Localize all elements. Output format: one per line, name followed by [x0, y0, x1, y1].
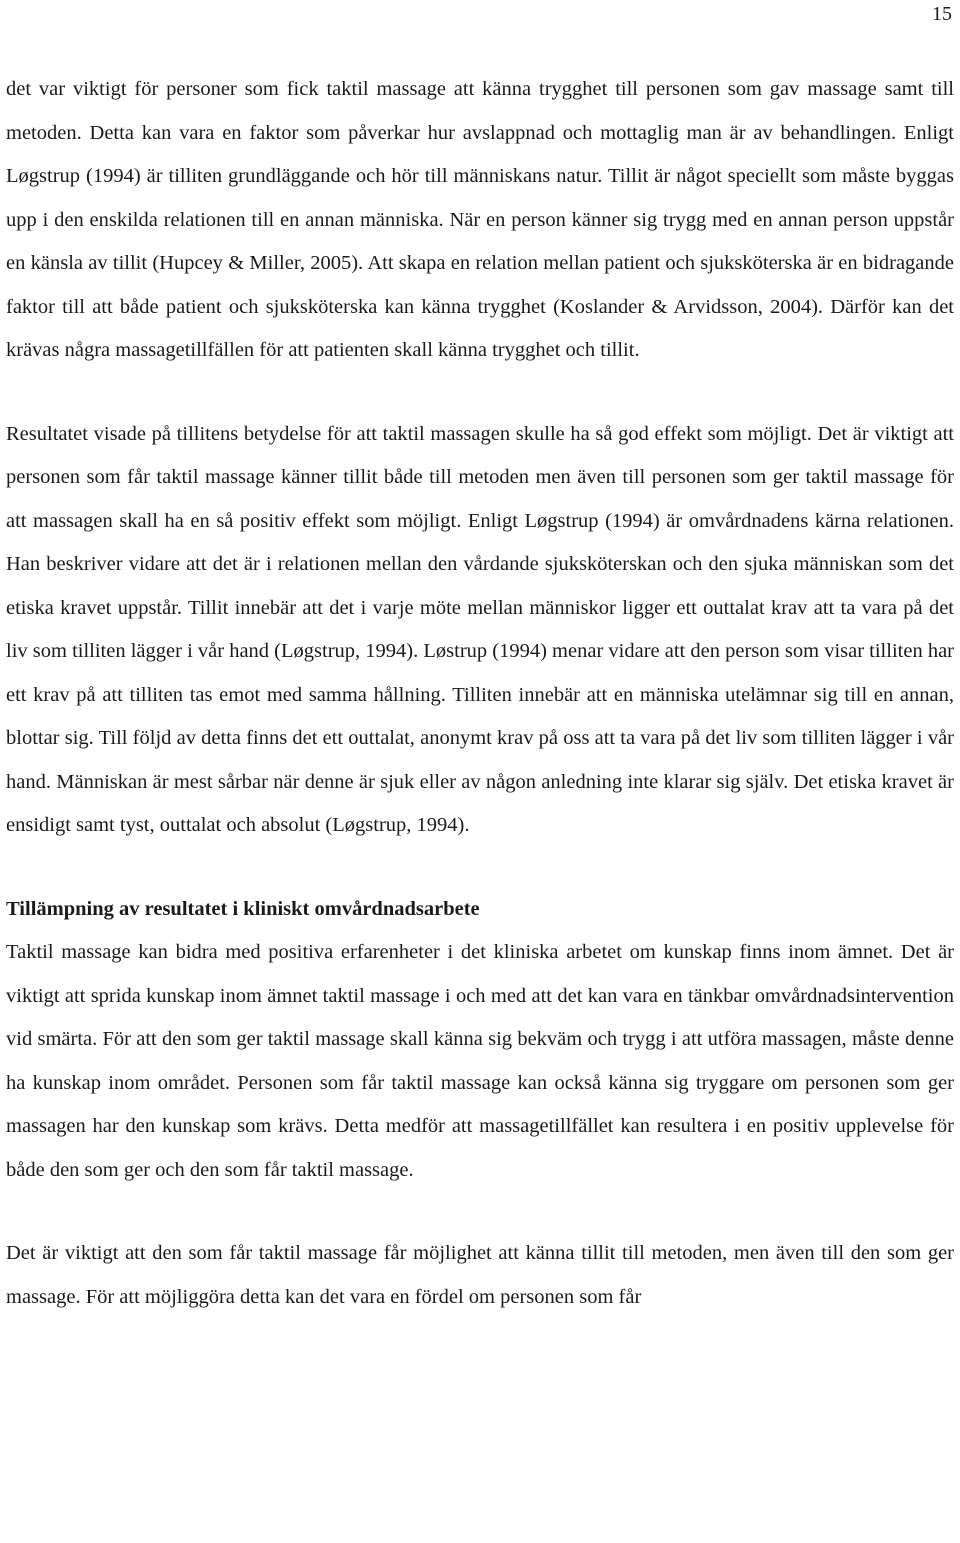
- paragraph-trust-intro: det var viktigt för personer som fick taktil massage att känna trygghet till personen som gav massage samt till metoden. Detta kan vara en faktor som påverkar hur avslappnad och mottaglig man är av behandlingen. Enligt Løgstrup (1994) är tilliten grundläggande och hör till människans natur. Tillit är något speciellt som måste byggas upp i den enskilda relationen till en annan människa. När en person känner sig trygg med en annan person uppstår en känsla av tillit (Hupcey & Miller, 2005). Att skapa en relation mellan patient och sjuksköterska är en bidragande faktor till att både patient och sjuksköterska kan känna trygghet (Koslander & Arvidsson, 2004). Därför kan det krävas några massagetillfällen för att patienten skall känna trygghet och tillit.: [6, 78, 954, 361]
- paragraph-spacer: [6, 1192, 954, 1232]
- document-body: [6, 68, 954, 1319]
- section-spacer: [6, 848, 954, 888]
- paragraph-clinical-trust: Det är viktigt att den som får taktil massage får möjlighet att känna tillit till metoden, men även till den som ger massage. För att möjliggöra detta kan det vara en fördel om personen som får: [6, 1242, 954, 1308]
- paragraph-clinical-application: Taktil massage kan bidra med positiva erfarenheter i det kliniska arbetet om kunskap finns inom ämnet. Det är viktigt att sprida kunskap inom ämnet taktil massage i och med att det kan vara en tänkbar omvårdnadsintervention vid smärta. För att den som ger taktil massage skall känna sig bekväm och trygg i att utföra massagen, måste denne ha kunskap inom området. Personen som får taktil massage kan också känna sig tryggare om personen som ger massagen har den kunskap som krävs. Detta medför att massagetillfället kan resultera i en positiv upplevelse för både den som ger och den som får taktil massage.: [6, 941, 954, 1181]
- paragraph-spacer: [6, 373, 954, 413]
- section-heading: Tillämpning av resultatet i kliniskt omvårdnadsarbete: [6, 897, 480, 920]
- page-number: 15: [932, 3, 952, 25]
- paragraph-trust-results: Resultatet visade på tillitens betydelse för att taktil massagen skulle ha så god effekt som möjligt. Det är viktigt att personen som får taktil massage känner tillit både till metoden men även till personen som ger taktil massage för att massagen skall ha en så positiv effekt som möjligt. Enligt Løgstrup (1994) är omvårdnadens kärna relationen. Han beskriver vidare att det är i relationen mellan den vårdande sjuksköterskan och den sjuka människan som det etiska kravet uppstår. Tillit innebär att det i varje möte mellan människor ligger ett outtalat krav att ta vara på det liv som tilliten lägger i vår hand (Løgstrup, 1994). Løstrup (1994) menar vidare att den person som visar tilliten har ett krav på att tilliten tas emot med samma hållning. Tilliten innebär att en människa utelämnar sig till en annan, blottar sig. Till följd av detta finns det ett outtalat, anonymt krav på oss att ta vara på det liv som tilliten lägger i vår hand. Människan är mest sårbar när denne är sjuk eller av någon anledning inte klarar sig själv. Det etiska kravet är ensidigt samt tyst, outtalat och absolut (Løgstrup, 1994).: [6, 422, 954, 836]
